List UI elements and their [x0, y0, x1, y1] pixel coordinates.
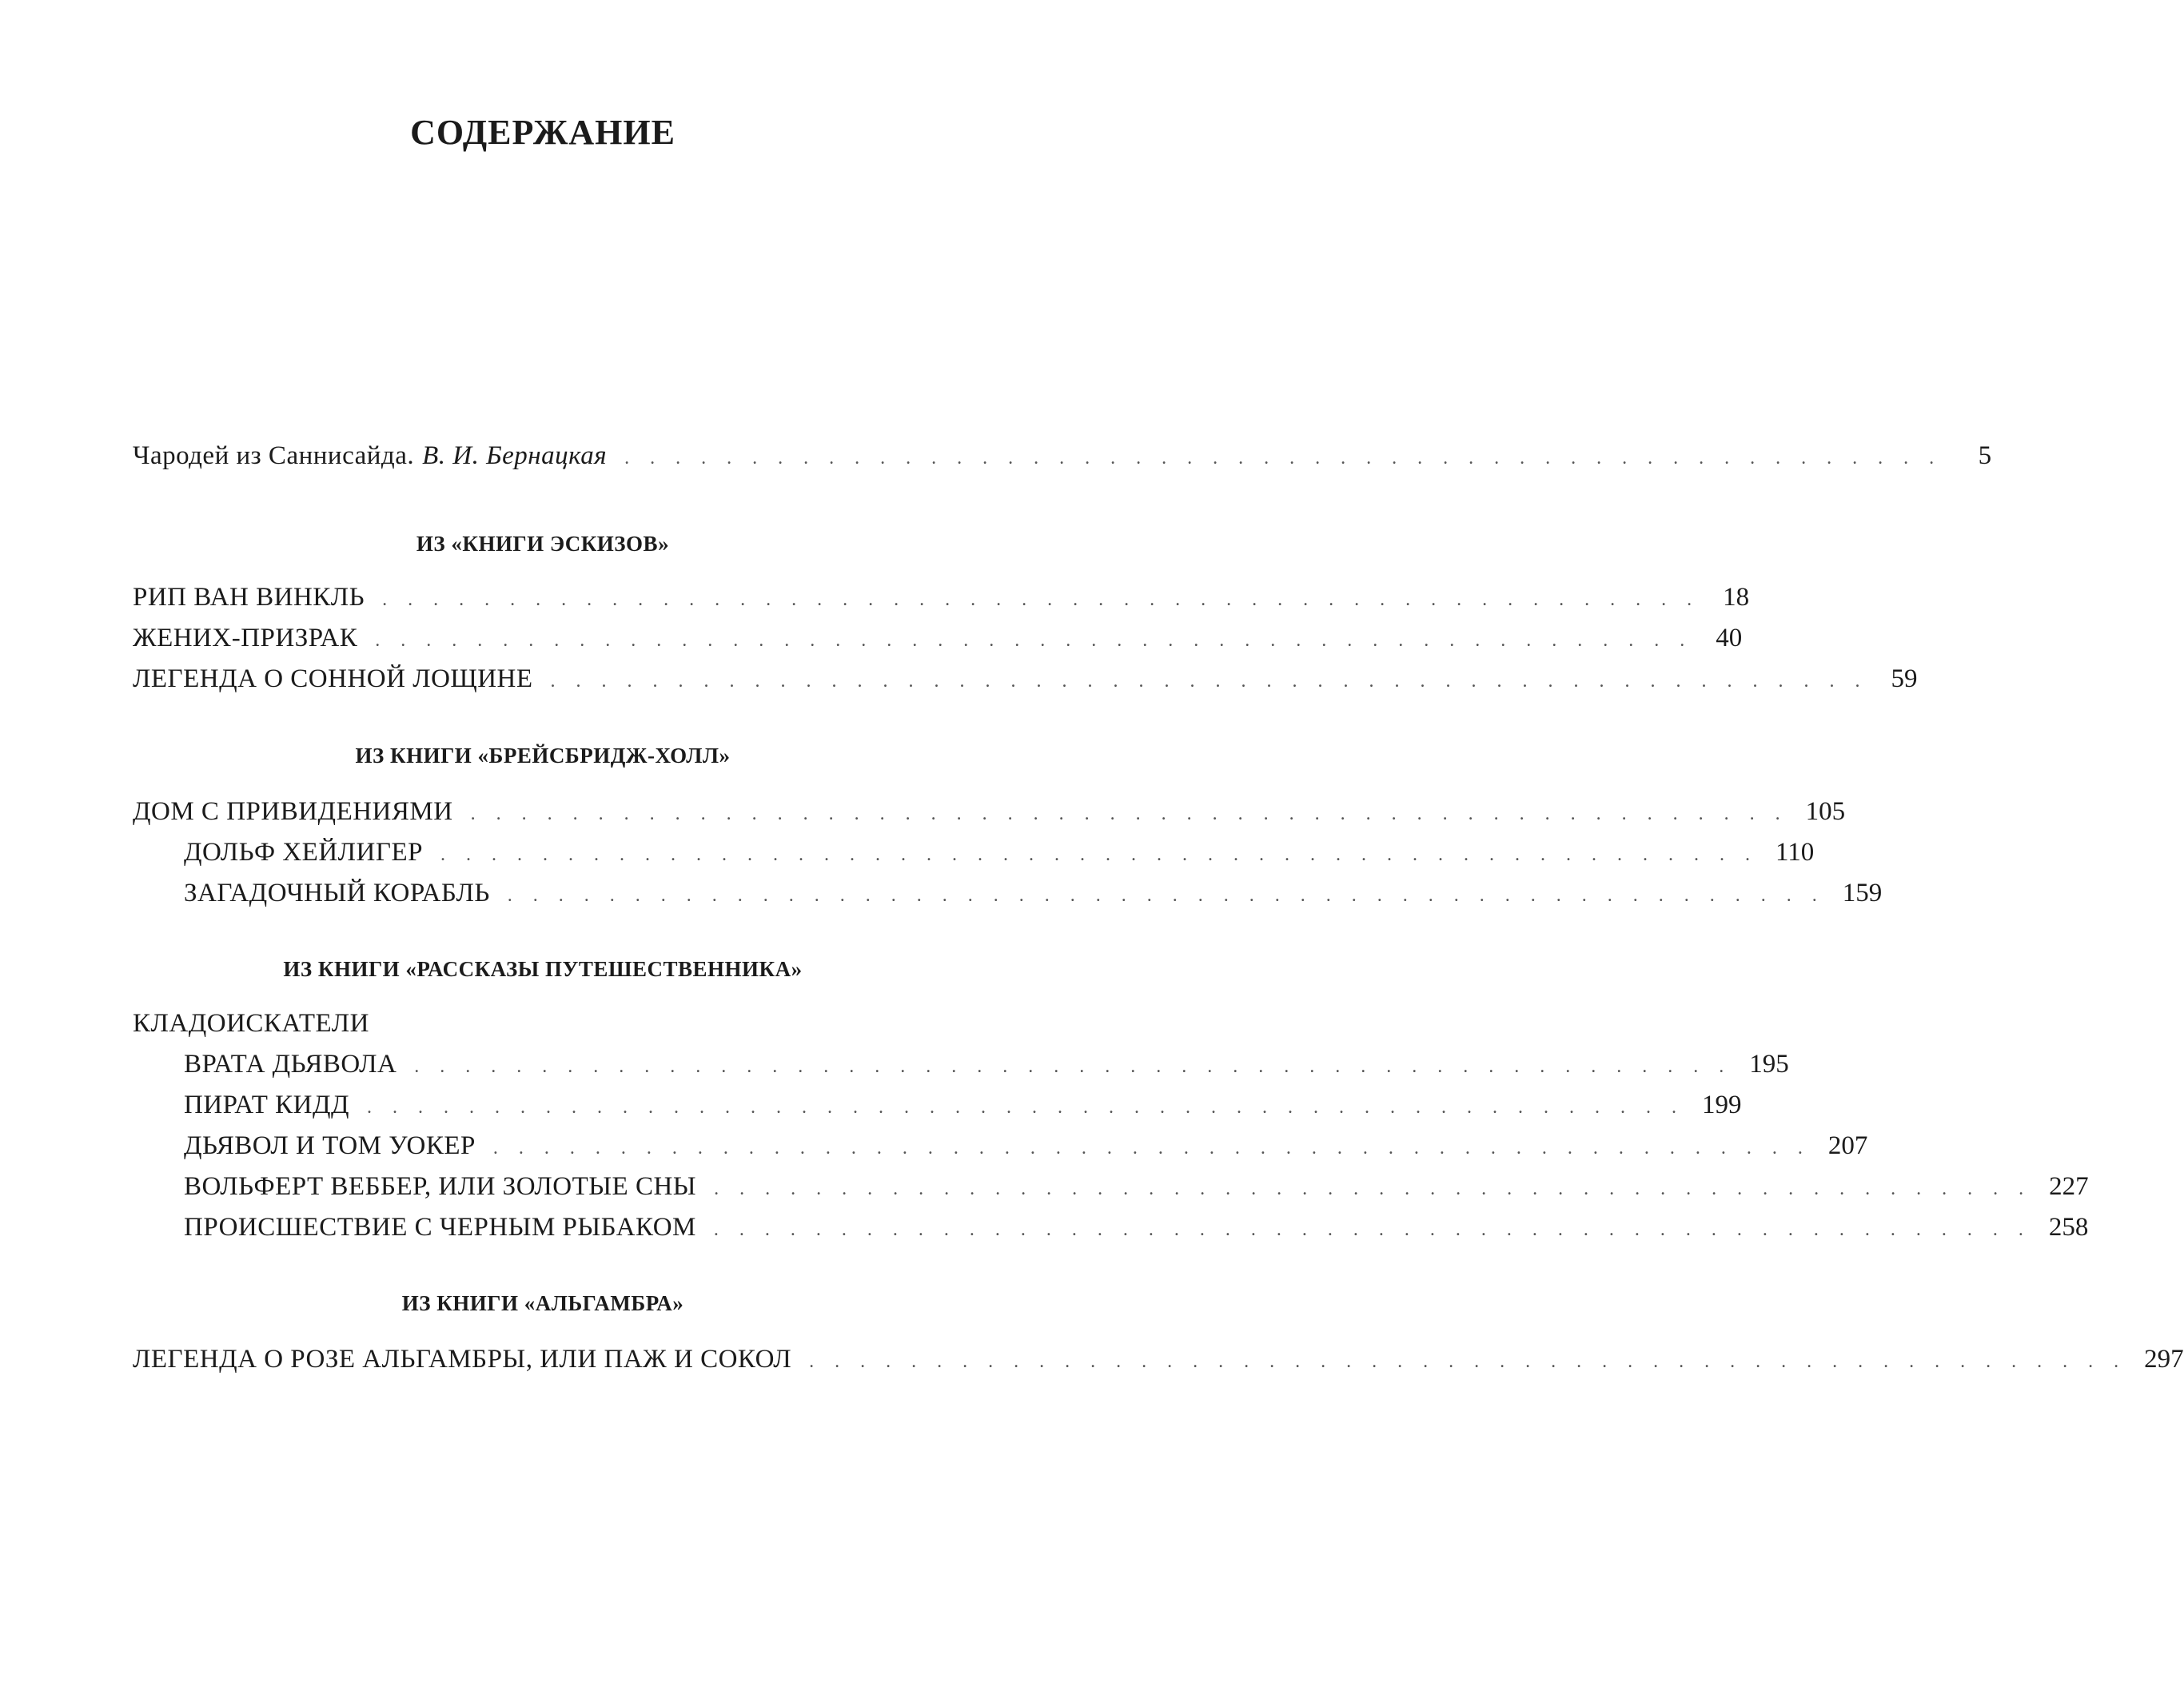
toc-entry[interactable] [133, 792, 1846, 832]
toc-page-number: 297 [2144, 1345, 2184, 1374]
toc-page-number: 18 [1723, 583, 1750, 612]
toc-entry[interactable] [133, 832, 1815, 872]
dot-leader: . . . . . . . . . . . . . . . . . . . . . . . . . . . . . . . . . . . . . . . . . . . . . . . . . . . . [382, 589, 1700, 610]
toc-entry-title: ПРОИСШЕСТВИЕ С ЧЕРНЫМ РЫБАКОМ [184, 1213, 696, 1242]
toc-entry-title: ВРАТА ДЬЯВОЛА [184, 1050, 397, 1079]
toc-page-number: 59 [1891, 664, 1918, 693]
intro-title: Чародей из Саннисайда. [133, 441, 415, 470]
toc-group-title [133, 1003, 953, 1043]
intro-author: В. И. Бернацкая [422, 441, 608, 470]
toc-entry-title: ЗАГАДОЧНЫЙ КОРАБЛЬ [184, 879, 490, 907]
toc-page-number: 110 [1775, 838, 1815, 867]
toc-page-number: 227 [2049, 1172, 2089, 1201]
dot-leader: . . . . . . . . . . . . . . . . . . . . . . . . . . . . . . . . . . . . . . . . . . . . . . . . . . . . [367, 1097, 1684, 1118]
toc-entry-title [133, 436, 607, 476]
dot-leader: . . . . . . . . . . . . . . . . . . . . . . . . . . . . . . . . . . . . . . . . . . . . . . . . . . . . [492, 1138, 1811, 1159]
toc-group-title-text: КЛАДОИСКАТЕЛИ [133, 1009, 369, 1038]
dot-leader: . . . . . . . . . . . . . . . . . . . . . . . . . . . . . . . . . . . . . . . . . . . . . . . . . . . . [375, 630, 1693, 651]
toc-entry[interactable] [133, 873, 1883, 913]
dot-leader: . . . . . . . . . . . . . . . . . . . . . . . . . . . . . . . . . . . . . . . . . . . . . . . . . . . . [507, 885, 1825, 906]
toc-entry-title: ЖЕНИХ-ПРИЗРАК [133, 624, 358, 652]
dot-leader: . . . . . . . . . . . . . . . . . . . . . . . . . . . . . . . . . . . . . . . . . . . . . . . . . . . . [714, 1179, 2032, 1199]
toc-entry[interactable] [133, 1044, 1789, 1084]
toc-page-number: 40 [1716, 624, 1743, 652]
toc-entry-title: ПИРАТ КИДД [184, 1091, 349, 1119]
toc-entry[interactable] [133, 1126, 1868, 1166]
toc-entry[interactable] [133, 618, 1743, 658]
toc-entry-title: ДОМ С ПРИВИДЕНИЯМИ [133, 797, 453, 826]
section-heading-alhambra: ИЗ КНИГИ «АЛЬГАМБРА» [401, 1291, 684, 1315]
toc-entry-intro[interactable] [133, 436, 1992, 476]
page-title: СОДЕРЖАНИЕ [410, 113, 676, 152]
dot-leader: . . . . . . . . . . . . . . . . . . . . . . . . . . . . . . . . . . . . . . . . . . . . . . . . . . . . [809, 1351, 2127, 1372]
dot-leader: . . . . . . . . . . . . . . . . . . . . . . . . . . . . . . . . . . . . . . . . . . . . . . . . . . . . [550, 671, 1868, 692]
dot-leader: . . . . . . . . . . . . . . . . . . . . . . . . . . . . . . . . . . . . . . . . . . . . . . . . . . . . [414, 1056, 1732, 1077]
toc-entry[interactable] [133, 577, 1750, 617]
section-heading-tales-of-a-traveller: ИЗ КНИГИ «РАССКАЗЫ ПУТЕШЕСТВЕННИКА» [283, 957, 803, 981]
toc-page-number: 199 [1702, 1091, 1742, 1119]
toc-entry[interactable] [133, 1207, 2089, 1247]
dot-leader: . . . . . . . . . . . . . . . . . . . . . . . . . . . . . . . . . . . . . . . . . . . . . . . . . . . . [713, 1219, 2031, 1240]
toc-page-number: 258 [2048, 1213, 2089, 1242]
toc-entry-title: ЛЕГЕНДА О СОННОЙ ЛОЩИНЕ [133, 664, 533, 693]
toc-entry[interactable] [133, 1085, 1742, 1125]
toc-page-number: 207 [1827, 1131, 1868, 1160]
dot-leader: . . . . . . . . . . . . . . . . . . . . . . . . . . . . . . . . . . . . . . . . . . . . . . . . . . . . [440, 844, 1758, 865]
toc-entry-title: ДОЛЬФ ХЕЙЛИГЕР [184, 838, 423, 867]
toc-entry-title: РИП ВАН ВИНКЛЬ [133, 583, 365, 612]
section-heading-sketch-book: ИЗ «КНИГИ ЭСКИЗОВ» [416, 532, 670, 556]
toc-entry[interactable] [133, 1339, 2184, 1379]
toc-page-number: 105 [1805, 797, 1846, 826]
dot-leader: . . . . . . . . . . . . . . . . . . . . . . . . . . . . . . . . . . . . . . . . . . . . . . . . . . . . [470, 804, 1788, 824]
dot-leader: . . . . . . . . . . . . . . . . . . . . . . . . . . . . . . . . . . . . . . . . . . . . . . . . . . . . [624, 448, 1943, 469]
toc-page-number: 5 [1978, 441, 1992, 470]
toc-entry-title: ВОЛЬФЕРТ ВЕББЕР, ИЛИ ЗОЛОТЫЕ СНЫ [184, 1172, 697, 1201]
toc-page-number: 195 [1749, 1050, 1789, 1079]
toc-entry-title: ДЬЯВОЛ И ТОМ УОКЕР [184, 1131, 476, 1160]
toc-entry[interactable] [133, 659, 1918, 699]
toc-page-number: 159 [1842, 879, 1883, 907]
toc-entry[interactable] [133, 1167, 2089, 1206]
section-heading-bracebridge-hall: ИЗ КНИГИ «БРЕЙСБРИДЖ-ХОЛЛ» [355, 744, 731, 768]
toc-entry-title: ЛЕГЕНДА О РОЗЕ АЛЬГАМБРЫ, ИЛИ ПАЖ И СОКОЛ [133, 1345, 792, 1374]
